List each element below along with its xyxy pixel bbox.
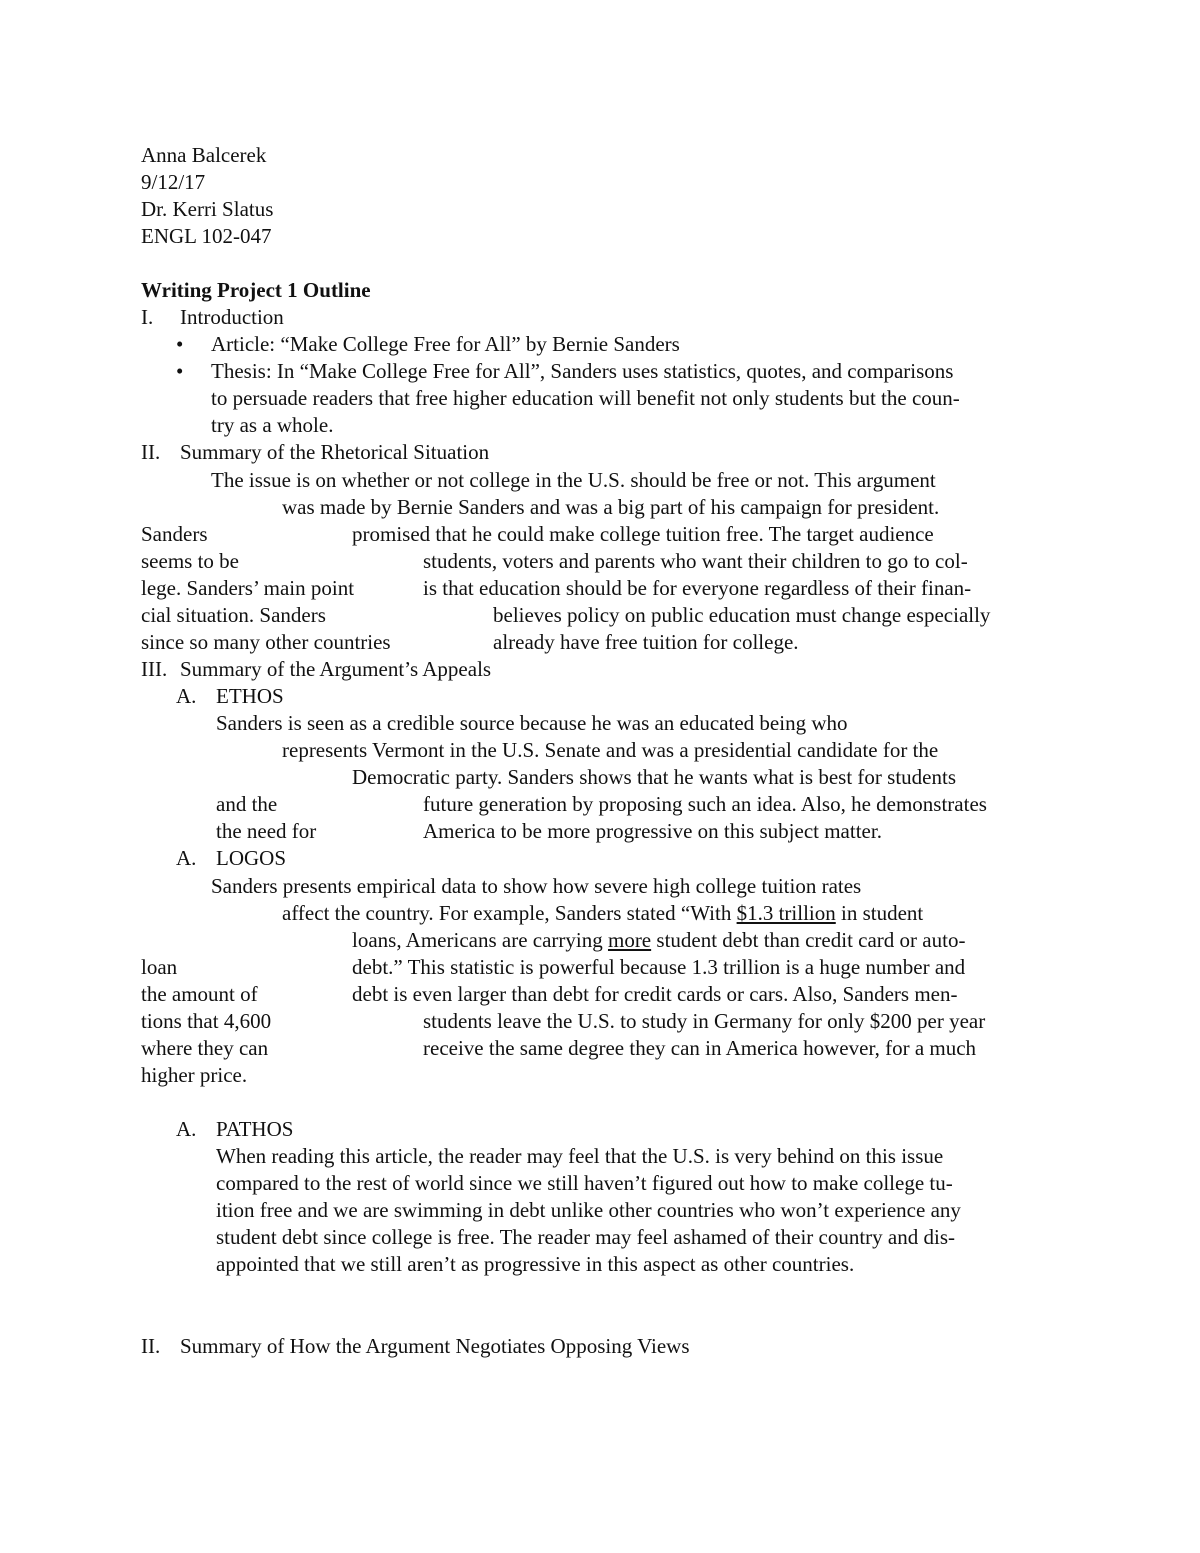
- logos-text: [352, 927, 965, 954]
- section-4-heading: Summary of How the Argument Negotiates Opposing Views: [180, 1334, 690, 1358]
- course-code: ENGL 102-047: [141, 224, 272, 248]
- ethos-text: Sanders is seen as a credible source because he was an educated being who: [216, 711, 848, 735]
- document-date: 9/12/17: [141, 170, 206, 194]
- logos-text-part: in student: [835, 901, 924, 925]
- pathos-letter: A.: [176, 1117, 197, 1141]
- rhetorical-text: was made by Bernie Sanders and was a big part of his campaign for president.: [282, 495, 940, 519]
- bullet-thesis-line: Thesis: In “Make College Free for All”, Sanders uses statistics, quotes, and comparisons: [211, 359, 954, 383]
- logos-text-part: loans, Americans are carrying: [352, 928, 608, 952]
- rhetorical-text: promised that he could make college tuition free. The target audience: [352, 522, 934, 546]
- rhetorical-text: lege. Sanders’ main point: [141, 576, 355, 600]
- ethos-text: America to be more progressive on this subject matter.: [423, 819, 882, 843]
- logos-text: where they can: [141, 1036, 269, 1060]
- rhetorical-text: Sanders: [141, 522, 208, 546]
- ethos-letter: A.: [176, 684, 197, 708]
- rhetorical-text: students, voters and parents who want their children to go to col-: [423, 549, 968, 573]
- author-name: Anna Balcerek: [141, 143, 267, 167]
- rhetorical-text: is that education should be for everyone regardless of their finan-: [423, 576, 972, 600]
- section-2-number: II.: [141, 440, 161, 464]
- instructor-name: Dr. Kerri Slatus: [141, 197, 274, 221]
- section-3-number: III.: [141, 657, 168, 681]
- rhetorical-text: cial situation. Sanders: [141, 603, 326, 627]
- logos-label: LOGOS: [216, 846, 287, 870]
- underlined-word: more: [607, 928, 652, 952]
- rhetorical-text: believes policy on public education must change especially: [493, 603, 991, 627]
- ethos-text: the need for: [216, 819, 317, 843]
- bullet-article: Article: “Make College Free for All” by Bernie Sanders: [211, 332, 680, 356]
- logos-text: tions that 4,600: [141, 1009, 272, 1033]
- section-2-heading: Summary of the Rhetorical Situation: [180, 440, 490, 464]
- underlined-statistic: $1.3 trillion: [736, 901, 836, 925]
- logos-text: higher price.: [141, 1063, 248, 1087]
- bullet-thesis-line: try as a whole.: [211, 413, 334, 437]
- ethos-text: and the: [216, 792, 278, 816]
- rhetorical-text: The issue is on whether or not college in the U.S. should be free or not. This argument: [211, 468, 936, 492]
- pathos-text: student debt since college is free. The reader may feel ashamed of their country and dis-: [216, 1225, 955, 1249]
- logos-text: debt.” This statistic is powerful because 1.3 trillion is a huge number and: [352, 955, 966, 979]
- document-title: Writing Project 1 Outline: [141, 278, 371, 302]
- logos-text-part: student debt than credit card or auto-: [651, 928, 966, 952]
- ethos-text: future generation by proposing such an idea. Also, he demonstrates: [423, 792, 987, 816]
- ethos-text: Democratic party. Sanders shows that he wants what is best for students: [352, 765, 957, 789]
- logos-text: the amount of: [141, 982, 258, 1006]
- section-4-number: II.: [141, 1334, 161, 1358]
- section-1-heading: Introduction: [180, 305, 284, 329]
- bullet-icon: •: [176, 359, 184, 383]
- logos-text-part: affect the country. For example, Sanders stated “With: [282, 901, 737, 925]
- rhetorical-text: already have free tuition for college.: [493, 630, 799, 654]
- logos-text: debt is even larger than debt for credit cards or cars. Also, Sanders men-: [352, 982, 958, 1006]
- pathos-text: ition free and we are swimming in debt unlike other countries who won’t experience any: [216, 1198, 961, 1222]
- logos-text: Sanders presents empirical data to show how severe high college tuition rates: [211, 874, 862, 898]
- ethos-text: represents Vermont in the U.S. Senate and was a presidential candidate for the: [282, 738, 939, 762]
- logos-text: students leave the U.S. to study in Germany for only $200 per year: [423, 1009, 986, 1033]
- logos-text: [282, 900, 923, 927]
- pathos-text: appointed that we still aren’t as progressive in this aspect as other countries.: [216, 1252, 855, 1276]
- bullet-thesis-line: to persuade readers that free higher education will benefit not only students but the coun-: [211, 386, 960, 410]
- logos-text: loan: [141, 955, 178, 979]
- rhetorical-text: seems to be: [141, 549, 239, 573]
- rhetorical-text: since so many other countries: [141, 630, 391, 654]
- section-3-heading: Summary of the Argument’s Appeals: [180, 657, 492, 681]
- section-1-number: I.: [141, 305, 154, 329]
- logos-letter: A.: [176, 846, 197, 870]
- bullet-icon: •: [176, 332, 184, 356]
- pathos-label: PATHOS: [216, 1117, 294, 1141]
- logos-text: receive the same degree they can in America however, for a much: [423, 1036, 977, 1060]
- ethos-label: ETHOS: [216, 684, 284, 708]
- pathos-text: When reading this article, the reader may feel that the U.S. is very behind on this issue: [216, 1144, 944, 1168]
- pathos-text: compared to the rest of world since we still haven’t figured out how to make college tu-: [216, 1171, 953, 1195]
